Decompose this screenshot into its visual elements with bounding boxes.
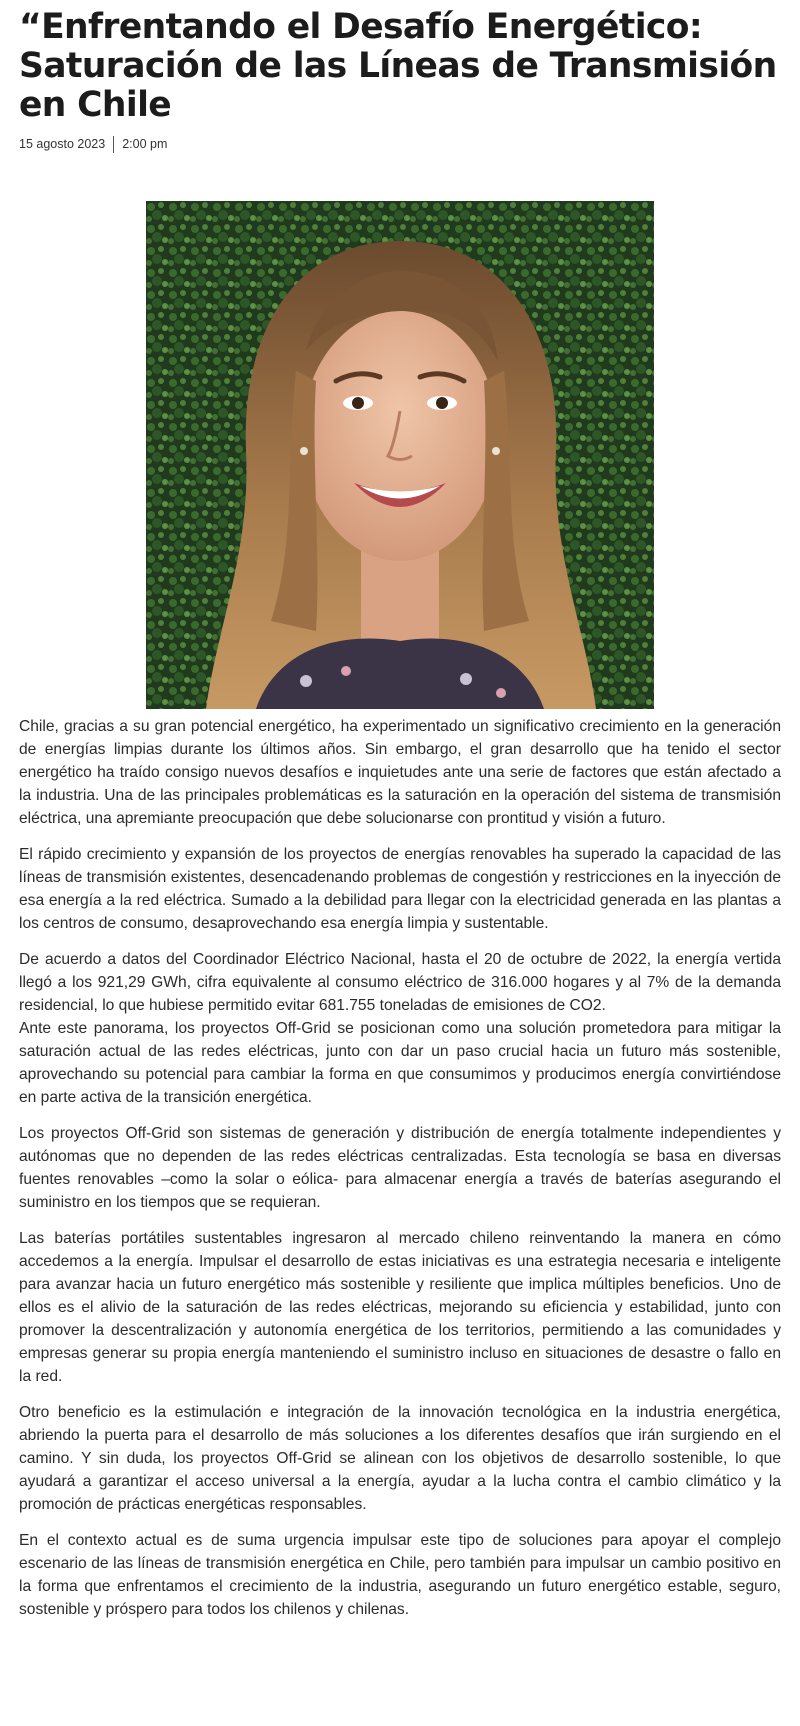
publish-time: 2:00 pm bbox=[122, 137, 168, 151]
article-paragraph: Chile, gracias a su gran potencial energético, ha experimentado un significativo crecimiento en la generación de energías limpias durante los últimos años. Sin embargo, el gran desarrollo que ha tenido el sector energético ha traído consigo nuevos desafíos e inquietudes ante una serie de factores que están afectado a la industria. Una de las principales problemáticas es la saturación en la operación del sistema de transmisión eléctrica, una apremiante preocupación que debe solucionarse con prontitud y visión a futuro. bbox=[19, 718, 781, 827]
article bbox=[0, 8, 800, 1621]
article-body bbox=[19, 715, 781, 1621]
publish-date: 15 agosto 2023 bbox=[19, 137, 106, 151]
article-paragraph: De acuerdo a datos del Coordinador Eléctrico Nacional, hasta el 20 de octubre de 2022, la energía vertida llegó a los 921,29 GWh, cifra equivalente al consumo eléctrico de 316.000 hogares y al 7% de la demanda residencial, lo que hubiese permitido evitar 681.755 toneladas de emisiones de CO2. bbox=[19, 951, 781, 1014]
author-portrait-photo bbox=[146, 201, 654, 709]
article-photo-container bbox=[19, 201, 781, 709]
article-meta bbox=[19, 135, 781, 153]
article-paragraph: En el contexto actual es de suma urgencia impulsar este tipo de soluciones para apoyar el complejo escenario de las líneas de transmisión energética en Chile, pero también para impulsar un cambio positivo en la forma que enfrentamos el crecimiento de la industria, asegurando un futuro energético estable, seguro, sostenible y próspero para todos los chilenos y chilenas. bbox=[19, 1532, 781, 1618]
article-paragraph: Las baterías portátiles sustentables ingresaron al mercado chileno reinventando la manera en cómo accedemos a la energía. Impulsar el desarrollo de estas iniciativas es una estrategia necesaria e inteligente para avanzar hacia un futuro energético más sostenible y resiliente que implica múltiples beneficios. Uno de ellos es el alivio de la saturación de las redes eléctricas, mejorando su eficiencia y estabilidad, junto con promover la descentralización y autonomía energética de los territorios, permitiendo a las comunidades y empresas generar su propia energía manteniendo el suministro incluso en situaciones de desastre o fallo en la red. bbox=[19, 1230, 781, 1385]
article-title: “Enfrentando el Desafío Energético: Saturación de las Líneas de Transmisión en Chile bbox=[19, 7, 777, 125]
article-paragraph: Los proyectos Off-Grid son sistemas de generación y distribución de energía totalmente independientes y autónomas que no dependen de las redes eléctricas centralizadas. Esta tecnología se basa en diversas fuentes renovables –como la solar o eólica- para almacenar energía a través de baterías asegurando el suministro en los tiempos que se requieran. bbox=[19, 1125, 781, 1211]
meta-divider bbox=[113, 136, 114, 153]
article-paragraph: Otro beneficio es la estimulación e integración de la innovación tecnológica en la industria energética, abriendo la puerta para el desarrollo de más soluciones a los diferentes desafíos que irán surgiendo en el camino. Y sin duda, los proyectos Off-Grid se alinean con los objetivos de desarrollo sostenible, lo que ayudará a garantizar el acceso universal a la energía, ayudar a la lucha contra el cambio climático y la promoción de prácticas energéticas responsables. bbox=[19, 1404, 781, 1513]
article-paragraph: El rápido crecimiento y expansión de los proyectos de energías renovables ha superado la capacidad de las líneas de transmisión existentes, desencadenando problemas de congestión y restricciones en la inyección de esa energía a la red eléctrica. Sumado a la debilidad para llegar con la electricidad generada en las plantas a los centros de consumo, desaprovechando esa energía limpia y sustentable. bbox=[19, 846, 781, 932]
article-paragraph: Ante este panorama, los proyectos Off-Grid se posicionan como una solución prometedora para mitigar la saturación actual de las redes eléctricas, junto con dar un paso crucial hacia un futuro más sostenible, aprovechando su potencial para cambiar la forma en que consumimos y producimos energía convirtiéndose en parte activa de la transición energética. bbox=[19, 1020, 781, 1106]
